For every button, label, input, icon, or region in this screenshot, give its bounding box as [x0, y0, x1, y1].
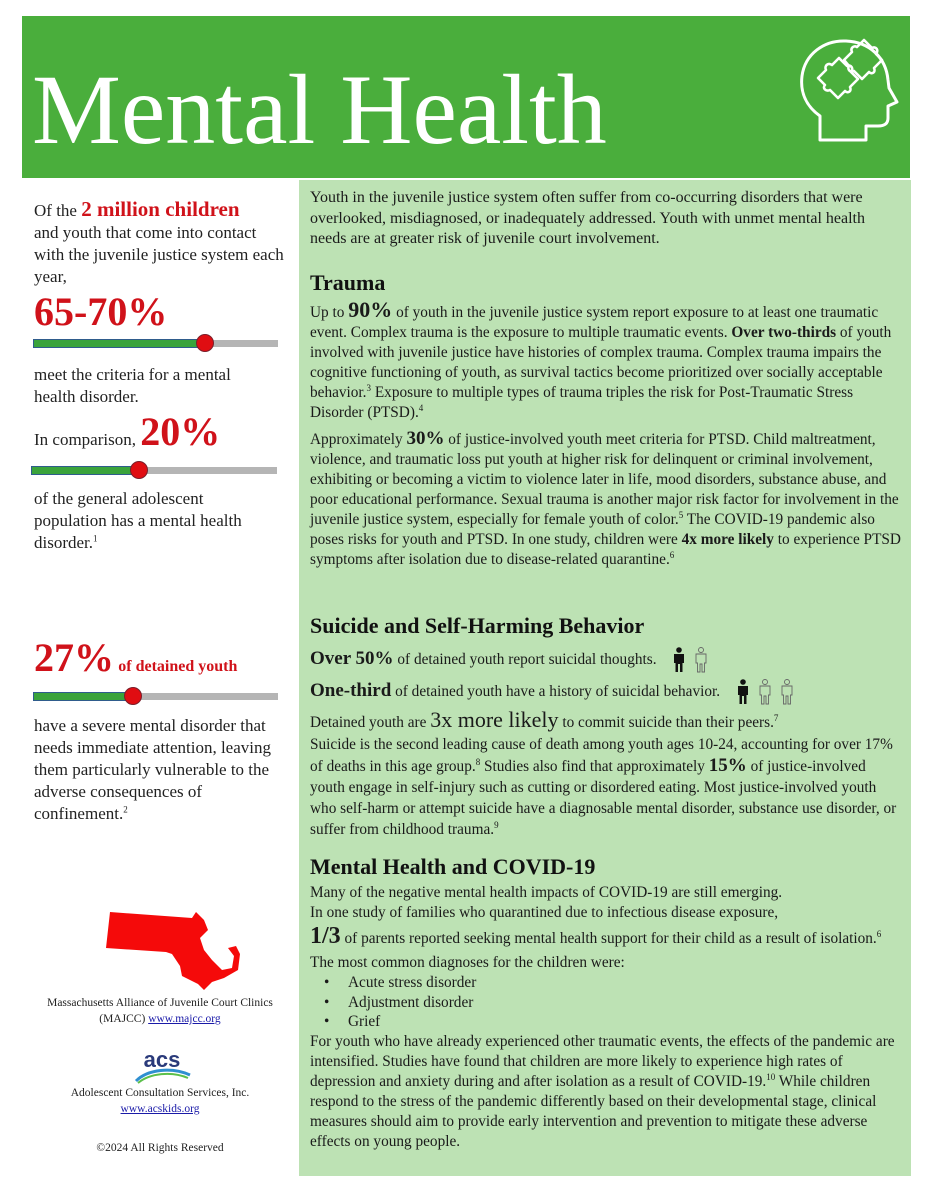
stat3-line	[34, 635, 294, 680]
footnote-ref: 7	[773, 712, 779, 723]
stat-3x-more-likely: 3x more likely	[430, 707, 559, 732]
text: Studies also find that approximately	[480, 758, 709, 775]
massachusetts-map-icon	[100, 908, 248, 992]
copyright: ©2024 All Rights Reserved	[96, 1142, 224, 1154]
stat1-slider	[33, 338, 278, 348]
footnote-ref: 6	[669, 549, 675, 560]
footnote-ref: 10	[766, 1071, 776, 1082]
person-filled-icon	[672, 647, 686, 673]
text: of youth in the juvenile justice system report exposure to at least one traumatic event. Complex trauma is the exposure to multiple traumatic events.	[310, 304, 879, 341]
majcc-name: Massachusetts Alliance of Juvenile Court Clinics (MAJCC)	[47, 997, 273, 1025]
bold-4x-more-likely: 4x more likely	[681, 531, 774, 548]
slider-knob	[196, 334, 214, 352]
trauma-paragraph-2	[310, 429, 902, 570]
covid-closing-paragraph	[310, 1032, 902, 1152]
text: of youth involved with juvenile justice have histories of complex trauma. Complex trauma impairs the cognitive functioning of youth, as survival tactics become prioritized over socially acceptable behavior.	[310, 324, 892, 401]
stat-one-third-parents: 1/3	[310, 923, 341, 949]
stat-one-third: One-third	[310, 680, 392, 701]
text: Detained youth are	[310, 714, 431, 731]
stat2-line	[34, 409, 294, 454]
slider-fill	[33, 339, 205, 348]
stat-over-50: Over 50%	[310, 648, 394, 669]
text: to commit suicide than their peers.	[558, 714, 774, 731]
stat1-highlight: 2 million children	[81, 197, 240, 221]
person-filled-icon	[736, 679, 750, 705]
stat1-intro-prefix: Of the	[34, 201, 82, 220]
bold-over-two-thirds: Over two-thirds	[731, 324, 837, 341]
text: Approximately	[310, 431, 407, 448]
person-outline-icon	[694, 647, 708, 673]
suicide-line-2	[310, 678, 902, 705]
text: of parents reported seeking mental health support for their child as a result of isolation.	[340, 930, 877, 947]
text: Suicide is the second leading cause of death among youth ages 10-24, accounting for over 17% of deaths in this age group.	[310, 736, 893, 775]
stat-30: 30%	[406, 428, 445, 449]
list-item: • Grief	[310, 1012, 902, 1032]
slider-fill	[33, 692, 133, 701]
right-content-panel	[299, 180, 911, 1176]
trauma-paragraph-1	[310, 297, 902, 423]
suicide-line-1	[310, 646, 902, 673]
stat-90: 90%	[348, 297, 393, 322]
person-outline-icon	[758, 679, 772, 705]
stat-15: 15%	[708, 755, 747, 776]
text: of detained youth report suicidal thoughts.	[393, 651, 657, 668]
text: to experience PTSD symptoms after isolation due to disease-related quarantine.	[310, 531, 901, 568]
text: While children respond to the stress of the pandemic differently based on their developmental stage, clinical measures should aim to provide early intervention and prevention to mitigate these adverse effects on young people.	[310, 1073, 877, 1150]
slider-knob	[124, 687, 142, 705]
head-with-puzzle-pieces-icon	[792, 36, 902, 146]
covid-stat-paragraph	[310, 924, 902, 975]
covid-line-1: Many of the negative mental health impacts of COVID-19 are still emerging.	[310, 884, 783, 901]
stat2-value: 20%	[140, 409, 221, 454]
majcc-credit	[40, 995, 280, 1027]
trauma-heading: Trauma	[310, 270, 386, 295]
suicide-heading: Suicide and Self-Harming Behavior	[310, 613, 645, 638]
stat3-slider	[33, 691, 278, 701]
footnote-ref: 5	[678, 509, 684, 520]
intro-paragraph: Youth in the juvenile justice system often suffer from co-occurring disorders that were overlooked, misdiagnosed, or inadequately addressed. Youth with unmet mental health needs are at greater risk of juvenile court involvement.	[310, 189, 865, 247]
footnote-ref: 1	[93, 533, 98, 544]
text: For youth who have already experienced other traumatic events, the effects of the pandemic are intensified. Studies have found that children are more likely to experience high rates of depression and anxiety during and after isolation as a result of COVID-19.	[310, 1033, 895, 1090]
acs-credit	[40, 1085, 280, 1117]
text: Exposure to multiple types of trauma triples the risk for Post-Traumatic Stress Disorder (PTSD).	[310, 384, 854, 421]
text: Up to	[310, 304, 349, 321]
acs-logo-text: acs	[143, 1047, 181, 1072]
stat2-prefix: In comparison,	[34, 430, 141, 449]
suicide-paragraph	[310, 734, 902, 840]
stat1-intro	[34, 198, 284, 288]
stat3-suffix: of detained youth	[118, 658, 238, 675]
diagnoses-list	[310, 973, 902, 1032]
acs-name: Adolescent Consultation Services, Inc.	[70, 1087, 250, 1099]
stat1-caption: meet the criteria for a mental health disorder.	[34, 365, 231, 406]
stat3-value: 27%	[34, 635, 114, 680]
footnote-ref: 9	[494, 819, 499, 830]
acs-logo	[132, 1047, 192, 1085]
footnote-ref: 6	[876, 928, 882, 939]
page-title: Mental Health	[32, 54, 607, 165]
stat1-value: 65-70%	[34, 289, 168, 334]
person-outline-icon	[780, 679, 794, 705]
header-banner	[22, 16, 910, 178]
stat3-caption	[34, 715, 286, 825]
stat2-slider	[31, 465, 277, 475]
suicide-line-3	[310, 707, 902, 733]
list-item: • Adjustment disorder	[310, 993, 902, 1013]
footnote-ref: 8	[475, 756, 481, 767]
text: of justice-involved youth meet criteria for PTSD. Child maltreatment, violence, and traumatic loss put youth at higher risk for delinquent or criminal involvement, exhibiting or becoming a victim to violence later in life, mood disorders, substance abuse, and poor educational performance. Sexual trauma is another major risk factor for involvement in the juvenile justice system, especially for female youth of color.	[310, 431, 899, 528]
stat2-caption-text: of the general adolescent population has a mental health disorder.	[34, 489, 242, 552]
slider-knob	[130, 461, 148, 479]
list-item: • Acute stress disorder	[310, 973, 902, 993]
footnote-ref: 3	[366, 382, 371, 393]
text: of detained youth have a history of suicidal behavior.	[391, 683, 721, 700]
text: The COVID-19 pandemic also poses risks for youth and PTSD. In one study, children were	[310, 511, 875, 548]
text: The most common diagnoses for the children were:	[310, 954, 625, 971]
acs-link[interactable]: www.acskids.org	[120, 1103, 200, 1115]
stat2-caption	[34, 488, 264, 554]
majcc-link[interactable]: www.majcc.org	[148, 1013, 221, 1025]
footnote-ref: 4	[418, 402, 424, 413]
stat1-intro-rest: and youth that come into contact with the juvenile justice system each year,	[34, 223, 284, 286]
slider-fill	[31, 466, 139, 475]
stat3-caption-text: have a severe mental disorder that needs immediate attention, leaving them particularly vulnerable to the adverse consequences of confinement.	[34, 716, 271, 823]
text: of justice-involved youth engage in self-injury such as cutting or disordered eating. Most justice-involved youth who self-harm or attempt suicide have a diagnosable mental disorder, substance use disorder, or suffer from childhood trauma.	[310, 758, 897, 838]
footnote-ref: 2	[123, 804, 128, 815]
covid-line-2: In one study of families who quarantined due to infectious disease exposure,	[310, 904, 779, 921]
covid-heading: Mental Health and COVID-19	[310, 854, 596, 879]
